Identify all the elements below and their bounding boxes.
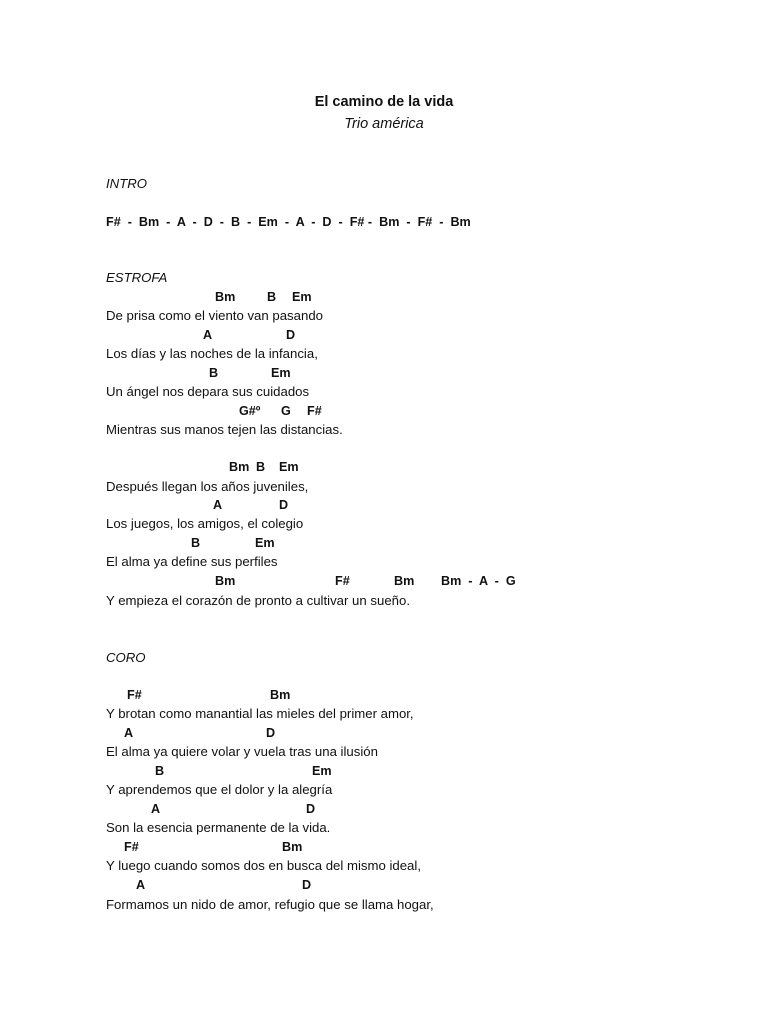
chord: F# [127, 688, 142, 702]
chord: F# [335, 574, 350, 588]
chord: A [151, 802, 161, 816]
chord: Em [271, 366, 291, 380]
chord: G [281, 404, 291, 418]
chord: F# [307, 404, 322, 418]
chord: Bm [229, 460, 250, 474]
song-title: El camino de la vida [314, 94, 454, 110]
chord: D [266, 726, 276, 740]
lyric-line: Y aprendemos que el dolor y la alegría [106, 782, 333, 797]
chord: D [286, 328, 296, 342]
chord: Em [312, 764, 332, 778]
chord: A [203, 328, 213, 342]
chord: Em [255, 536, 275, 550]
lyric-line: De prisa como el viento van pasando [106, 308, 323, 323]
chord: A [213, 498, 223, 512]
lyric-line: Un ángel nos depara sus cuidados [106, 384, 310, 399]
song-artist: Trio américa [344, 116, 424, 132]
lyric-line: Y brotan como manantial las mieles del primer amor, [106, 706, 414, 721]
chord: D [279, 498, 289, 512]
lyric-line: Los juegos, los amigos, el colegio [106, 516, 304, 531]
intro-progression: F# - Bm - A - D - B - Em - A - D - F# - Bm - F# - Bm [106, 215, 471, 229]
section-label-estrofa: ESTROFA [106, 270, 168, 285]
chord: Bm [282, 840, 303, 854]
chord: Em [279, 460, 299, 474]
chord: Bm [394, 574, 415, 588]
section-label-intro: INTRO [106, 176, 148, 191]
chord: Em [292, 290, 312, 304]
chord: G#º [239, 404, 261, 418]
chord: F# [124, 840, 139, 854]
lyric-line: Y empieza el corazón de pronto a cultivar un sueño. [106, 593, 410, 608]
chord: B [155, 764, 165, 778]
lyric-line: Y luego cuando somos dos en busca del mismo ideal, [106, 858, 421, 873]
chord: B [267, 290, 277, 304]
chord: B [256, 460, 266, 474]
lyric-line: El alma ya quiere volar y vuela tras una ilusión [106, 744, 378, 759]
lyric-line: Son la esencia permanente de la vida. [106, 820, 331, 835]
chord: D [306, 802, 316, 816]
chord: A [124, 726, 134, 740]
chord: Bm [270, 688, 291, 702]
section-label-coro: CORO [106, 650, 146, 665]
lyric-line: El alma ya define sus perfiles [106, 554, 278, 569]
chord: B [191, 536, 201, 550]
chord: Bm [215, 290, 236, 304]
lyric-line: Después llegan los años juveniles, [106, 479, 309, 494]
chord: Bm - A - G [441, 574, 516, 588]
chord: D [302, 878, 312, 892]
chord: B [209, 366, 219, 380]
chord: A [136, 878, 146, 892]
lyric-line: Los días y las noches de la infancia, [106, 346, 318, 361]
lyric-line: Mientras sus manos tejen las distancias. [106, 422, 343, 437]
chord: Bm [215, 574, 236, 588]
lyric-line: Formamos un nido de amor, refugio que se llama hogar, [106, 897, 434, 912]
